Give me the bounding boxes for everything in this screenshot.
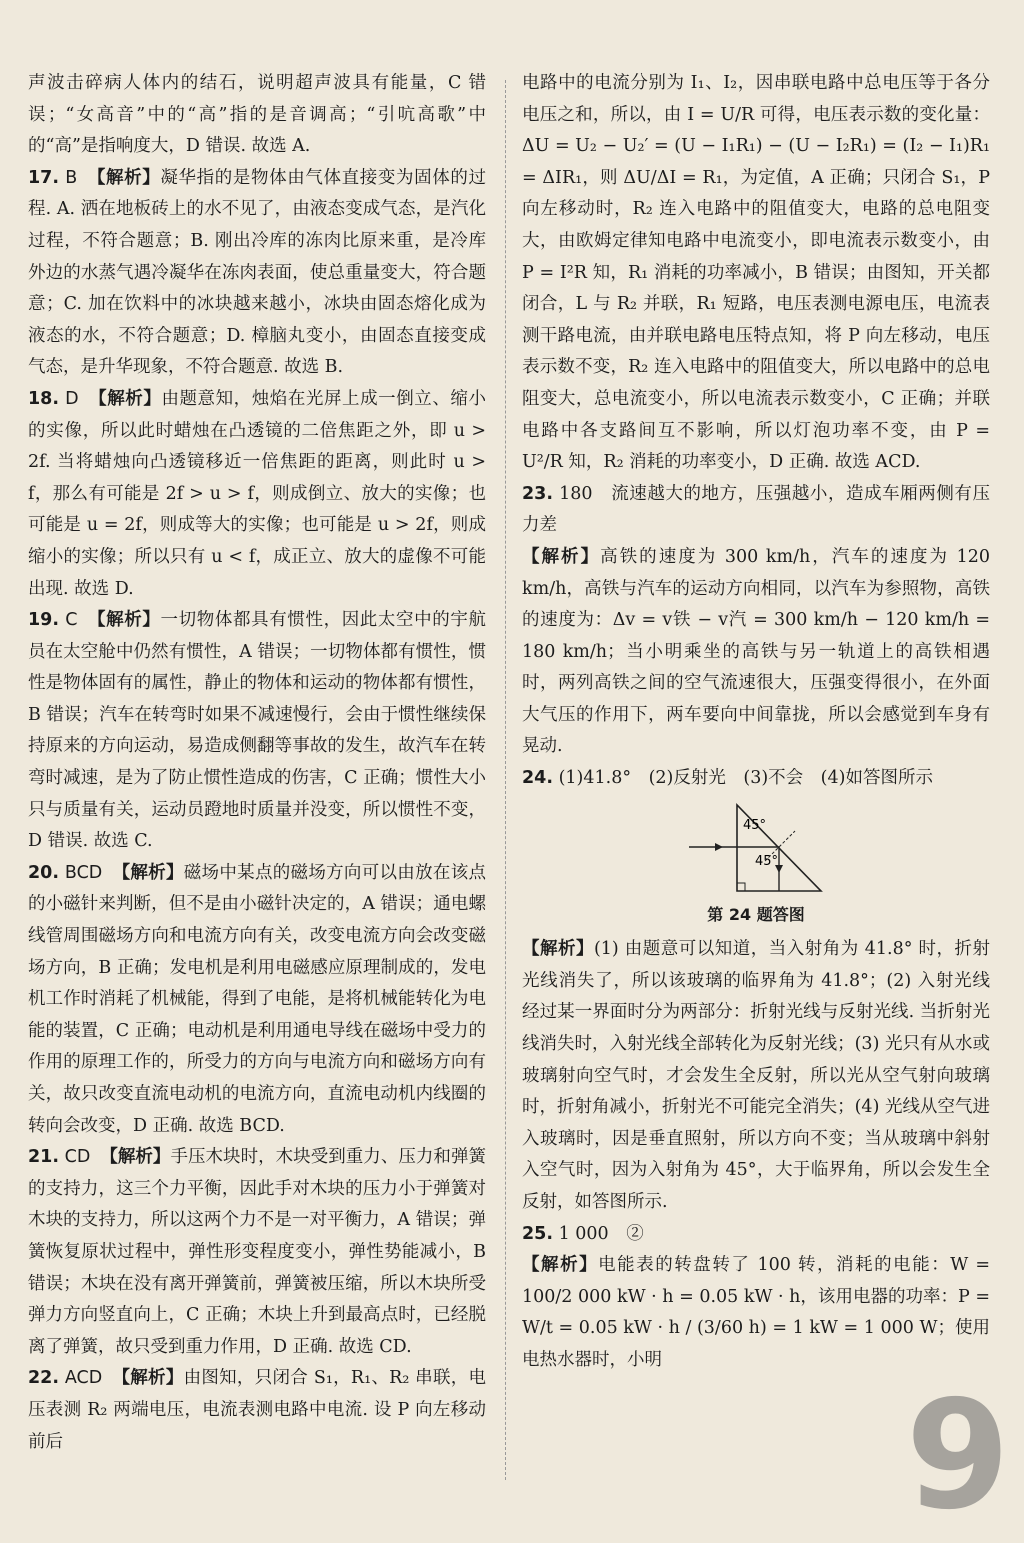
analysis-tag: 【解析】 <box>87 167 161 188</box>
analysis-text: 凝华指的是物体由气体直接变为固体的过程. A. 洒在地板砖上的水不见了，由液态变成气态，是汽化过程，不符合题意；B. 刚出冷库的冻肉比原来重，是冷库外边的水蒸气遇冷凝华在冻肉表面，使总重量变大，符合题意；C. 加在饮料中的冰块越来越小，冰块由固态熔化成为液态的水，不符合题意；D. 樟脑丸变小，由固态直接变成气态，是升华现象，不符合题意. 故选 B. <box>28 167 487 378</box>
analysis-text: (1) 由题意可以知道，当入射角为 41.8° 时，折射光线消失了，所以该玻璃的临界角为 41.8°；(2) 入射光线经过某一界面时分为两部分：折射光线与反射光线. 当折射光线消失时，入射光线全部转化为反射光线；(3) 光只有从水或玻璃射向空气时，才会发生全反射，所以光从空气射向玻璃时，折射角减小，折射光不可能完全消失；(4) 光线从空气进入玻璃时，因是垂直照射，所以方向不变；当从玻璃中斜射入空气时，因为入射角为 45°，大于临界角，所以会发生全反射，如答图所示. <box>522 939 990 1212</box>
answer-choice: CD <box>64 1147 91 1168</box>
analysis-tag: 【解析】 <box>522 1255 599 1276</box>
right-angle-mark <box>737 883 745 891</box>
answer-18 <box>28 384 486 605</box>
column-divider <box>505 80 506 1480</box>
analysis-tag: 【解析】 <box>522 546 601 567</box>
analysis-tag: 【解析】 <box>88 388 162 409</box>
answer-text: 1 000 ② <box>558 1223 644 1244</box>
analysis-tag: 【解析】 <box>87 610 161 631</box>
analysis-tag: 【解析】 <box>112 862 184 883</box>
q22-continuation: 电路中的电流分别为 I₁、I₂，因串联电路中总电压等于各分电压之和，所以，由 I = U/R 可得，电压表示数的变化量：ΔU = U₂ − U₂′ = (U − I₁R₁) − (U − I₂R₁) = (I₂ − I₁)R₁ = ΔIR₁，则 ΔU/ΔI = R₁，为定值，A 正确；只闭合 S₁，P 向左移动时，R₂ 连入电路中的阻值变大，电路的总电阻变大，由欧姆定律知电路中电流变小，即电流表示数变小，由 P = I²R 知，R₁ 消耗的功率减小，B 错误；由图知，开关都闭合，L 与 R₂ 并联，R₁ 短路，电压表测电源电压，电流表测干路电流，由并联电路电压特点知，将 P 向左移动，电压表示数不变，R₂ 连入电路中的阻值变大，所以电路中的总电阻变大，总电流变小，所以电流表示数变小，C 正确；并联电路中各支路间互不影响，所以灯泡功率不变，由 P = U²/R 知，R₂ 消耗的功率变小，D 正确. 故选 ACD. <box>522 73 990 473</box>
question-number: 22. <box>28 1368 60 1389</box>
question-number: 19. <box>28 610 60 631</box>
answer-text: 180 流速越大的地方，压强越小，造成车厢两侧有压力差 <box>522 483 990 536</box>
answer-text: (1)41.8° (2)反射光 (3)不会 (4)如答图所示 <box>558 768 933 789</box>
prism-diagram <box>522 801 990 897</box>
page-number: 9 <box>905 1369 1010 1543</box>
analysis-text: 手压木块时，木块受到重力、压力和弹簧的支持力，这三个力平衡，因此手对木块的压力小于弹簧对木块的支持力，所以这两个力不是一对平衡力，A 错误；弹簧恢复原状过程中，弹性形变程度变小，弹性势能减小，B 错误；木块在没有离开弹簧前，弹簧被压缩，所以木块所受弹力方向竖直向上，C 正确；木块上升到最高点时，已经脱离了弹簧，故只受到重力作用，D 正确. 故选 CD. <box>28 1147 486 1357</box>
left-column <box>28 68 486 1458</box>
answer-17 <box>28 163 486 384</box>
analysis-text: 由图知，只闭合 S₁，R₁、R₂ 串联，电压表测 R₂ 两端电压，电流表测电路中电流. 设 P 向左移动前后 <box>28 1368 486 1452</box>
analysis-text: 电能表的转盘转了 100 转，消耗的电能：W = 100/2 000 kW · h = 0.05 kW · h，该用电器的功率：P = W/t = 0.05 kW · h / (3/60 h) = 1 kW = 1 000 W；使用电热水器时，小明 <box>522 1255 990 1370</box>
analysis-text: 高铁的速度为 300 km/h，汽车的速度为 120 km/h，高铁与汽车的运动方向相同，以汽车为参照物，高铁的速度为：Δv = v铁 − v汽 = 300 km/h − 120 km/h = 180 km/h；当小明乘坐的高铁与另一轨道上的高铁相遇时，两列高铁之间的空气流速很大，压强变得很小，在外面大气压的作用下，两车要向中间靠拢，所以会感觉到车身有晃动. <box>522 546 991 757</box>
answer-choice: BCD <box>64 862 103 883</box>
question-number: 21. <box>28 1147 60 1168</box>
figure-caption: 第 24 题答图 <box>707 904 805 924</box>
analysis-tag: 【解析】 <box>522 939 594 960</box>
analysis-tag: 【解析】 <box>112 1368 184 1389</box>
answer-25 <box>522 1219 990 1377</box>
answer-22 <box>28 1363 486 1458</box>
answer-24 <box>522 763 990 1219</box>
question-number: 20. <box>28 862 60 883</box>
question-number: 17. <box>28 167 60 188</box>
answer-choice: B <box>65 167 78 188</box>
analysis-text: 磁场中某点的磁场方向可以由放在该点的小磁针来判断，但不是由小磁针决定的，A 错误；通电螺线管周围磁场方向和电流方向有关，改变电流方向会改变磁场方向，B 正确；发电机是利用电磁感应原理制成的，发电机工作时消耗了机械能，得到了电能，是将机械能转化为电能的装置，C 正确；电动机是利用通电导线在磁场中受力的作用的原理工作的，所受力的方向与电流方向和磁场方向有关，故只改变直流电动机的电流方向，直流电动机内线圈的转向会改变，D 正确. 故选 BCD. <box>28 862 486 1136</box>
answer-choice: D <box>65 388 79 409</box>
right-column <box>522 68 990 1377</box>
answer-choice: ACD <box>64 1368 103 1389</box>
angle-label-bottom: 45° <box>755 853 779 869</box>
question-number: 24. <box>522 768 554 789</box>
question-number: 23. <box>522 483 554 504</box>
answer-21 <box>28 1142 486 1363</box>
incident-arrow <box>715 843 723 851</box>
prism-svg <box>681 801 831 897</box>
answer-20 <box>28 858 486 1142</box>
question-number: 18. <box>28 388 60 409</box>
question-number: 25. <box>522 1223 554 1244</box>
analysis-text: 一切物体都具有惯性，因此太空中的宇航员在太空舱中仍然有惯性，A 错误；一切物体都有惯性，惯性是物体固有的属性，静止的物体和运动的物体都有惯性，B 错误；汽车在转弯时如果不减速慢行，会由于惯性继续保持原来的方向运动，易造成侧翻等事故的发生，故汽车在转弯时减速，是为了防止惯性造成的伤害，C 正确；惯性大小只与质量有关，运动员蹬地时质量并没变，所以惯性不变，D 错误. 故选 C. <box>28 610 487 852</box>
angle-label-top: 45° <box>743 817 767 833</box>
q16-continuation: 声波击碎病人体内的结石，说明超声波具有能量，C 错误；“女高音”中的“高”指的是音调高；“引吭高歌”中的“高”是指响度大，D 错误. 故选 A. <box>28 73 486 157</box>
answer-23 <box>522 479 990 763</box>
answer-choice: C <box>65 610 78 631</box>
analysis-text: 由题意知，烛焰在光屏上成一倒立、缩小的实像，所以此时蜡烛在凸透镜的二倍焦距之外，即 u > 2f. 当将蜡烛向凸透镜移近一倍焦距的距离，则此时 u > f，那么有可能是 2f > u > f，则成倒立、放大的实像；也可能是 u = 2f，则成等大的实像；也可能是 u > 2f，则成缩小的实像；所以只有 u < f，成正立、放大的虚像不可能出现. 故选 D. <box>28 388 486 599</box>
answer-19 <box>28 605 486 858</box>
analysis-tag: 【解析】 <box>100 1147 171 1168</box>
